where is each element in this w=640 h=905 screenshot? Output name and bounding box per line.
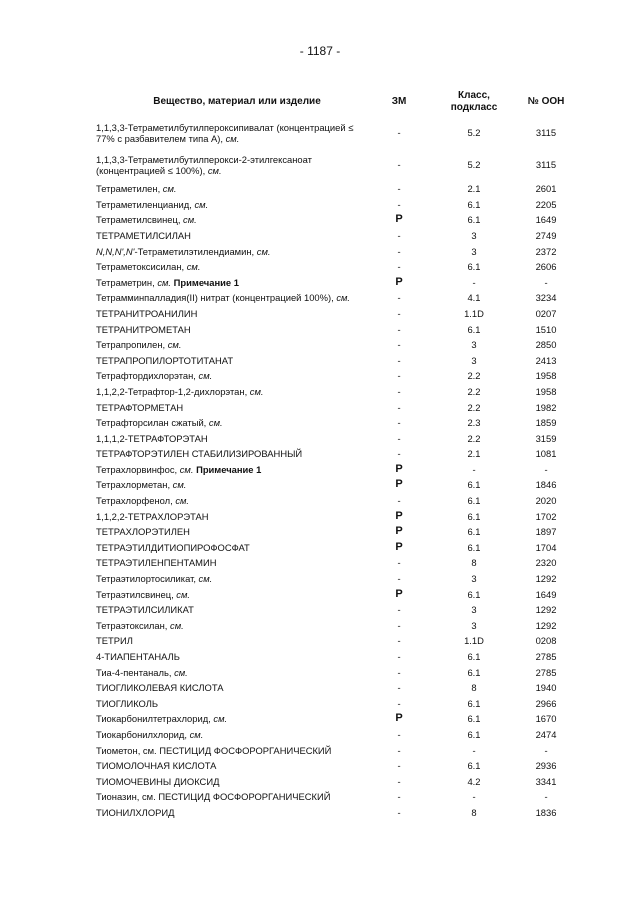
substance-text: Тетраэтилсвинец, [96, 588, 177, 600]
marine-pollutant-cell: - [397, 448, 401, 460]
substance-text: Тиа-4-пентаналь, [96, 666, 175, 678]
marine-pollutant-cell: - [397, 791, 401, 803]
marine-pollutant-cell: - [397, 127, 401, 139]
class-cell: 3 [471, 339, 477, 351]
marine-pollutant-cell: - [397, 728, 401, 740]
substance-name [96, 415, 364, 431]
un-number-cell: 3341 [535, 775, 557, 787]
marine-pollutant-cell: - [397, 557, 401, 569]
marine-pollutant-cell: - [397, 401, 401, 413]
un-number-cell: 2372 [535, 245, 557, 257]
substance-text: ТЕТРАНИТРОМЕТАН [96, 323, 191, 335]
see-reference: см. [189, 728, 204, 740]
page-number: - 1187 - [299, 44, 341, 58]
table-row [96, 384, 578, 400]
substance-text: ТЕТРАФТОРМЕТАН [96, 401, 184, 413]
see-reference: см. [162, 183, 177, 195]
see-reference: см. [198, 573, 213, 585]
table-row [96, 680, 578, 696]
marine-pollutant-cell: - [397, 307, 401, 319]
substance-name [96, 805, 364, 821]
un-number-cell: 2413 [535, 354, 557, 366]
class-cell: 6.1 [467, 588, 481, 600]
table-row [96, 540, 578, 556]
marine-pollutant-cell: - [397, 666, 401, 678]
class-cell: 6.1 [467, 479, 481, 491]
substance-text: Тионазин, см. ПЕСТИЦИД ФОСФОРОРГАНИЧЕСКИЙ [96, 791, 331, 803]
marine-pollutant-cell: P [395, 587, 403, 600]
substance-text: ТИОМОЛОЧНАЯ КИСЛОТА [96, 760, 217, 772]
substance-text: ТЕТРАЭТИЛДИТИОПИРОФОСФАТ [96, 541, 250, 553]
table-row [96, 275, 578, 291]
see-reference: см. [175, 495, 190, 507]
substance-text: Тетраэтоксилан, [96, 619, 171, 631]
un-number-cell: 2749 [535, 229, 557, 241]
substance-name [96, 633, 364, 649]
substance-name [96, 431, 364, 447]
table-row [96, 618, 578, 634]
substance-text: Тетрафторсилан сжатый, [96, 417, 209, 429]
un-number-cell: 3115 [535, 127, 557, 139]
table-row [96, 742, 578, 758]
marine-pollutant-cell: - [397, 651, 401, 662]
table-row [96, 117, 578, 149]
table-row [96, 212, 578, 228]
substance-name [96, 586, 364, 602]
table-row [96, 696, 578, 712]
class-cell: 2.2 [467, 385, 481, 397]
substance-text: Тетраметилсвинец, [96, 214, 184, 226]
marine-pollutant-cell: - [397, 806, 401, 818]
un-number-cell: 1081 [535, 448, 557, 460]
substance-text: 1,1,2,2-ТЕТРАХЛОРЭТАН [96, 510, 209, 522]
class-cell: 6.1 [467, 760, 481, 772]
table-row [96, 633, 578, 649]
see-reference: см. [179, 463, 194, 475]
substance-text: Тетраэтилортосиликат, [96, 573, 199, 585]
class-cell: 2.1 [467, 448, 481, 460]
class-cell: - [472, 791, 476, 803]
marine-pollutant-cell: - [397, 682, 401, 694]
table-row [96, 181, 578, 197]
table-row [96, 477, 578, 493]
class-cell: 2.2 [467, 401, 481, 413]
substance-name [96, 664, 364, 680]
marine-pollutant-cell: - [397, 370, 401, 382]
un-number-cell: 3115 [535, 159, 557, 171]
marine-pollutant-cell: - [397, 573, 401, 585]
substance-text: ТЕТРАФТОРЭТИЛЕН СТАБИЛИЗИРОВАННЫЙ [96, 448, 303, 460]
table-row [96, 259, 578, 275]
table-row [96, 462, 578, 478]
table-row [96, 805, 578, 821]
marine-pollutant-cell: - [397, 635, 401, 647]
see-reference: см. [170, 619, 184, 631]
class-cell: 6.1 [467, 651, 481, 662]
marine-pollutant-cell: - [397, 744, 401, 756]
table-row [96, 431, 578, 447]
see-reference: см. [249, 385, 264, 397]
table-row [96, 290, 578, 306]
table-row [96, 774, 578, 790]
marine-pollutant-cell: - [397, 604, 401, 616]
see-reference: см. [183, 214, 197, 226]
table-row [96, 789, 578, 805]
substance-text: 1,1,3,3-Тетраметилбутилперокси-2-этилгексаноат (концентрацией ≤ 100%), [96, 153, 312, 176]
substance-text: Тетрапропилен, [96, 339, 168, 351]
substance-text: ТЕТРАПРОПИЛОРТОТИТАНАТ [96, 354, 234, 366]
marine-pollutant-cell: - [397, 495, 401, 507]
marine-pollutant-cell: - [397, 292, 401, 304]
substance-name [96, 618, 364, 634]
substances-table [96, 87, 578, 820]
un-number-cell: 2850 [535, 339, 557, 351]
class-cell: 6.1 [467, 541, 481, 553]
substance-text: Тетрахлорметан, [96, 479, 173, 491]
un-number-cell: 1859 [535, 417, 557, 429]
header-un-number: № ООН [527, 96, 565, 107]
class-cell: 6.1 [467, 510, 481, 522]
table-row [96, 415, 578, 431]
class-cell: 3 [471, 619, 477, 631]
see-reference: см. [198, 370, 213, 382]
class-cell: 6.1 [467, 214, 481, 226]
marine-pollutant-cell: - [397, 183, 401, 195]
substance-name [96, 477, 364, 493]
un-number-cell: 2205 [535, 198, 557, 210]
table-row [96, 197, 578, 213]
un-number-cell: 1292 [535, 604, 557, 616]
see-reference: см. [174, 666, 188, 678]
un-number-cell: 2020 [535, 495, 557, 507]
table-row [96, 149, 578, 181]
table-row [96, 602, 578, 618]
table-row [96, 586, 578, 602]
substance-text: 1,1,1,2-ТЕТРАФТОРЭТАН [96, 432, 208, 444]
substance-text: Тетрамминпалладия(II) нитрат (концентрацией 100%), [96, 292, 337, 304]
substance-text: Тетраметрин, [96, 276, 158, 288]
substance-text: Тетраметилен, [96, 183, 163, 195]
table-row [96, 243, 578, 259]
see-reference: см. [213, 713, 228, 725]
class-cell: - [472, 276, 476, 288]
marine-pollutant-cell: - [397, 432, 401, 444]
substance-text: Тиометон, см. ПЕСТИЦИД ФОСФОРОРГАНИЧЕСКИЙ [96, 744, 332, 756]
un-number-cell: 2320 [535, 557, 557, 569]
substance-name [96, 571, 364, 587]
class-cell: 6.1 [467, 495, 481, 507]
un-number-cell: 2785 [535, 666, 557, 678]
substance-name [96, 197, 364, 213]
see-reference: см. [157, 276, 172, 288]
see-reference: см. [176, 588, 191, 600]
substance-text: ТЕТРАМЕТИЛСИЛАН [96, 229, 191, 241]
class-cell: 6.1 [467, 323, 481, 335]
un-number-cell: 1958 [535, 385, 557, 397]
class-cell: 2.2 [467, 370, 481, 382]
substance-name [96, 758, 364, 774]
class-cell: 3 [471, 245, 477, 257]
un-number-cell: - [544, 791, 548, 803]
marine-pollutant-cell: - [397, 229, 401, 241]
class-cell: 8 [471, 557, 477, 569]
un-number-cell: 3234 [535, 292, 557, 304]
substance-name [96, 259, 364, 275]
substance-text: Тетрафтордихлорэтан, [96, 370, 199, 382]
un-number-cell: 1292 [535, 573, 557, 585]
un-number-cell: - [544, 744, 548, 756]
substance-text: ТЕТРАЭТИЛЕНПЕНТАМИН [96, 557, 217, 569]
class-cell: 1.1D [464, 307, 484, 319]
substance-text: Тетрахлорвинфос, [96, 463, 180, 475]
substance-name [96, 321, 364, 337]
class-cell: 4.1 [467, 292, 481, 304]
class-cell: 6.1 [467, 526, 481, 538]
class-cell: 2.1 [467, 183, 481, 195]
un-number-cell: 1982 [535, 401, 557, 413]
see-reference: см. [186, 261, 201, 273]
table-row [96, 337, 578, 353]
substance-text: ТИОМОЧЕВИНЫ ДИОКСИД [96, 775, 220, 787]
substance-text: 1,1,3,3-Тетраметилбутилпероксипивалат (концентрацией ≤ 77% с разбавителем типа А), [96, 121, 354, 144]
marine-pollutant-cell: P [395, 478, 403, 491]
table-row [96, 493, 578, 509]
un-number-cell: 1670 [535, 713, 557, 725]
un-number-cell: 1704 [535, 541, 557, 553]
table-row [96, 727, 578, 743]
see-reference: см. [172, 479, 187, 491]
table-header [96, 87, 578, 117]
un-number-cell: 2966 [535, 697, 557, 709]
substance-text: -Тетраметилэтилендиамин, [134, 245, 257, 257]
substance-name [96, 789, 364, 805]
marine-pollutant-cell: - [397, 354, 401, 366]
header-substance: Вещество, материал или изделие [153, 96, 321, 107]
un-number-cell: 0208 [535, 635, 557, 647]
un-number-cell: 1836 [535, 806, 557, 818]
note-reference: Примечание 1 [196, 463, 262, 475]
substance-name [96, 149, 364, 181]
substance-text: ТИОГЛИКОЛЕВАЯ КИСЛОТА [96, 682, 224, 694]
table-row [96, 711, 578, 727]
marine-pollutant-cell: - [397, 261, 401, 273]
table-row [96, 524, 578, 540]
note-reference: Примечание 1 [173, 276, 239, 288]
table-row [96, 228, 578, 244]
substance-name [96, 243, 364, 259]
class-cell: 6.1 [467, 198, 481, 210]
table-row [96, 306, 578, 322]
substance-name [96, 680, 364, 696]
table-row [96, 321, 578, 337]
un-number-cell: - [544, 463, 548, 475]
class-cell: 3 [471, 354, 477, 366]
class-cell: 6.1 [467, 666, 481, 678]
table-row [96, 758, 578, 774]
class-cell: 3 [471, 573, 477, 585]
substance-text: Тетраметиленцианид, [96, 198, 195, 210]
table-row [96, 664, 578, 680]
class-cell: 1.1D [464, 635, 484, 647]
substance-text: ТИОНИЛХЛОРИД [96, 806, 175, 818]
substance-name [96, 306, 364, 322]
marine-pollutant-cell: - [397, 619, 401, 631]
substance-text: Тетрахлорфенол, [96, 495, 176, 507]
substance-name [96, 181, 364, 197]
marine-pollutant-cell: - [397, 159, 401, 171]
un-number-cell: 2474 [535, 728, 557, 740]
see-reference: см. [256, 245, 271, 257]
un-number-cell: 1702 [535, 510, 557, 522]
un-number-cell: 1292 [535, 619, 557, 631]
substance-text: Тетраметоксисилан, [96, 261, 187, 273]
class-cell: - [472, 463, 476, 475]
un-number-cell: 2936 [535, 760, 557, 772]
un-number-cell: 1649 [535, 214, 557, 226]
marine-pollutant-cell: - [397, 339, 401, 351]
marine-pollutant-cell: - [397, 760, 401, 772]
table-row [96, 555, 578, 571]
substance-name [96, 337, 364, 353]
marine-pollutant-cell: - [397, 775, 401, 787]
substance-text: ТЕТРАЭТИЛСИЛИКАТ [96, 604, 194, 616]
class-cell: 6.1 [467, 713, 481, 725]
class-cell: 5.2 [467, 127, 481, 139]
see-reference: см. [336, 292, 351, 304]
class-cell: 2.3 [467, 417, 481, 429]
class-cell: 5.2 [467, 159, 481, 171]
un-number-cell: 1510 [535, 323, 557, 335]
see-reference: см. [167, 339, 182, 351]
class-cell: 6.1 [467, 728, 481, 740]
see-reference: см. [225, 133, 240, 144]
class-cell: 3 [471, 229, 477, 241]
substance-name [96, 399, 364, 415]
substance-name [96, 290, 364, 306]
substance-name [96, 649, 364, 665]
un-number-cell: 1940 [535, 682, 557, 694]
substance-name [96, 228, 364, 244]
substance-name [96, 353, 364, 369]
substance-text: 4-ТИАПЕНТАНАЛЬ [96, 651, 180, 662]
marine-pollutant-cell: P [395, 462, 403, 475]
marine-pollutant-cell: - [397, 697, 401, 709]
marine-pollutant-cell: - [397, 385, 401, 397]
substance-name [96, 508, 364, 524]
substance-text: ТЕТРАХЛОРЭТИЛЕН [96, 526, 190, 538]
un-number-cell: 1846 [535, 479, 557, 491]
marine-pollutant-cell: P [395, 525, 403, 538]
substance-name [96, 462, 364, 478]
marine-pollutant-cell: P [395, 213, 403, 226]
see-reference: см. [207, 165, 222, 176]
substance-name [96, 384, 364, 400]
substance-name [96, 742, 364, 758]
un-number-cell: 0207 [535, 307, 557, 319]
substance-name [96, 212, 364, 228]
marine-pollutant-cell: - [397, 417, 401, 429]
class-cell: 3 [471, 604, 477, 616]
substance-name [96, 446, 364, 462]
marine-pollutant-cell: - [397, 245, 401, 257]
header-marine-pollutant: ЗМ [391, 96, 407, 107]
substance-prefix: N,N,N',N' [96, 245, 135, 257]
substance-name [96, 696, 364, 712]
table-row [96, 649, 578, 665]
class-cell: 6.1 [467, 697, 481, 709]
table-row [96, 508, 578, 524]
table-row [96, 446, 578, 462]
un-number-cell: 2606 [535, 261, 557, 273]
un-number-cell: 2785 [535, 651, 557, 662]
substance-name [96, 602, 364, 618]
table-row [96, 353, 578, 369]
un-number-cell: 1649 [535, 588, 557, 600]
un-number-cell: 2601 [535, 183, 557, 195]
substance-name [96, 727, 364, 743]
substance-text: Тиокарбонилтетрахлорид, [96, 713, 214, 725]
table-row [96, 571, 578, 587]
class-cell: 8 [471, 682, 477, 694]
substance-text: ТИОГЛИКОЛЬ [96, 697, 159, 709]
un-number-cell: 3159 [535, 432, 557, 444]
see-reference: см. [208, 417, 223, 429]
substance-name [96, 275, 364, 291]
marine-pollutant-cell: P [395, 509, 403, 522]
header-class: Класс, подкласс [450, 90, 498, 113]
marine-pollutant-cell: P [395, 540, 403, 553]
class-cell: 4.2 [467, 775, 481, 787]
marine-pollutant-cell: - [397, 198, 401, 210]
substance-name [96, 493, 364, 509]
un-number-cell: 1897 [535, 526, 557, 538]
class-cell: - [472, 744, 476, 756]
substance-name [96, 540, 364, 556]
marine-pollutant-cell: - [397, 323, 401, 335]
substance-text: ТЕТРАНИТРОАНИЛИН [96, 307, 198, 319]
substance-name [96, 555, 364, 571]
substance-name [96, 711, 364, 727]
un-number-cell: 1958 [535, 370, 557, 382]
class-cell: 6.1 [467, 261, 481, 273]
marine-pollutant-cell: P [395, 712, 403, 725]
un-number-cell: - [544, 276, 548, 288]
marine-pollutant-cell: P [395, 275, 403, 288]
table-row [96, 368, 578, 384]
substance-name [96, 524, 364, 540]
substance-text: Тиокарбонилхлорид, [96, 728, 190, 740]
class-cell: 8 [471, 806, 477, 818]
table-body [96, 117, 578, 820]
substance-name [96, 368, 364, 384]
class-cell: 2.2 [467, 432, 481, 444]
table-row [96, 399, 578, 415]
substance-text: 1,1,2,2-Тетрафтор-1,2-дихлорэтан, [96, 385, 250, 397]
substance-name [96, 774, 364, 790]
substance-text: ТЕТРИЛ [96, 635, 133, 647]
substance-name [96, 117, 364, 149]
see-reference: см. [194, 198, 209, 210]
